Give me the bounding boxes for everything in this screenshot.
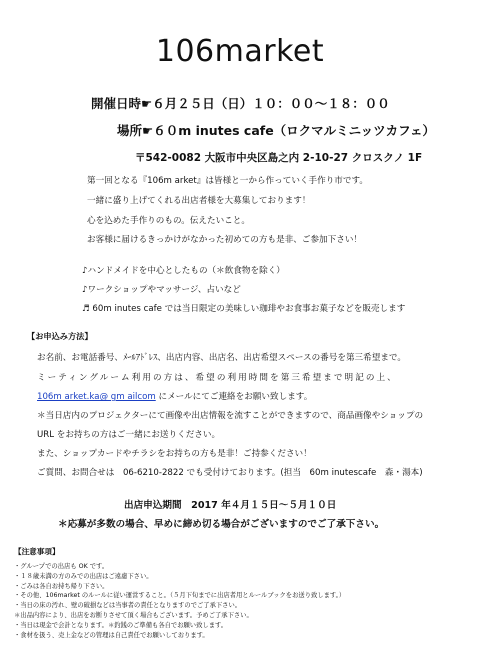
period-note: ＊応募が多数の場合、早めに締め切る場合がございますのでご了承下さい。 [58, 519, 385, 530]
note-item: ・食材を扱う、売上金などの管理は自己責任でお願いしております。 [14, 631, 209, 639]
apply-line-suffix: にメールにてご連絡をお願い致します。 [155, 392, 313, 402]
notes-heading: 【注意事項】 [14, 547, 60, 556]
note-item: ・グループでの出店も OK です。 [14, 563, 109, 570]
note-item: ・当日の床の汚れ、壁の破損などは当事者の責任となりますのでご了承下さい。 [14, 602, 242, 610]
application-period: 出店申込期間 2017 年４月１５日〜５月１０日 [124, 500, 337, 511]
feature-item: ♪ハンドメイドを中心としたもの（＊飲食物を除く） [82, 266, 285, 276]
note-item: ・その他、106market のルールに従い運営すること。（５月下旬までに出店者用とルールブックをお送り致します。） [14, 592, 346, 600]
event-datetime: 開催日時☛６月２５日（日）１０：００〜１８：００ [91, 96, 390, 111]
apply-line: お名前、お電話番号、ﾒｰﾙｱﾄﾞﾚｽ、出店内容、出店名、出店希望スペースの番号を第三希望まで。 [37, 353, 406, 363]
note-item: ・ごみは各自お持ち帰り下さい。 [14, 582, 109, 590]
apply-line: ＊当日店内のプロジェクターにて画像や出店情報を流すことができますので、商品画像やショップの [37, 411, 424, 421]
feature-item: ♬ 60m inutes cafe では当日限定の美味しい珈琲やお食事お菓子などを販売します [82, 304, 406, 314]
apply-line [37, 390, 312, 402]
apply-heading: 【お申込み方法】 [27, 331, 93, 341]
intro-line: 心を込めた手作りのもの。伝えたいこと。 [87, 216, 250, 226]
email-link[interactable]: 106m arket.ka@ gm ailcom [37, 392, 156, 402]
note-item: ・１８歳未満の方のみでの出店はご遠慮下さい。 [14, 572, 153, 580]
intro-line: 第一回となる『106m arket』は皆様と一から作っていく手作り市です。 [87, 176, 368, 186]
apply-line: また、ショップカードやチラシをお持ちの方も是非！ご持参ください！ [37, 449, 312, 459]
note-item: ＊出品内容により、出店をお断りさせて頂く場合もございます。予めご了承下さい。 [14, 611, 253, 619]
feature-item: ♪ワークショップやマッサージ、占いなど [82, 285, 241, 295]
apply-line: ミーティングルーム利用の方は、希望の利用時間を第三希望まで明記の上、 [37, 373, 398, 383]
apply-line: ご質問、お問合せは 06-6210-2822 でも受付けております。(担当 60m inutescafe 森・湯本) [37, 468, 423, 478]
venue-address: 〒542-0082 大阪市中央区島之内 2-10-27 クロスクノ 1F [135, 152, 423, 164]
apply-line: URL をお持ちの方はご一緒にお送りください。 [37, 430, 221, 440]
note-item: ・当日は現金で会計となります。＊釣銭のご準備も各自でお願い致します。 [14, 621, 228, 629]
intro-line: お客様に届けるきっかけがなかった初めての方も是非、ご参加下さい！ [87, 235, 363, 245]
event-venue: 場所☛６０m inutes cafe（ロクマルミニッツカフェ） [117, 123, 436, 138]
notes-list [14, 562, 344, 640]
page-title: 106market [155, 34, 325, 69]
intro-line: 一緒に盛り上げてくれる出店者様を大募集しております！ [87, 196, 311, 206]
